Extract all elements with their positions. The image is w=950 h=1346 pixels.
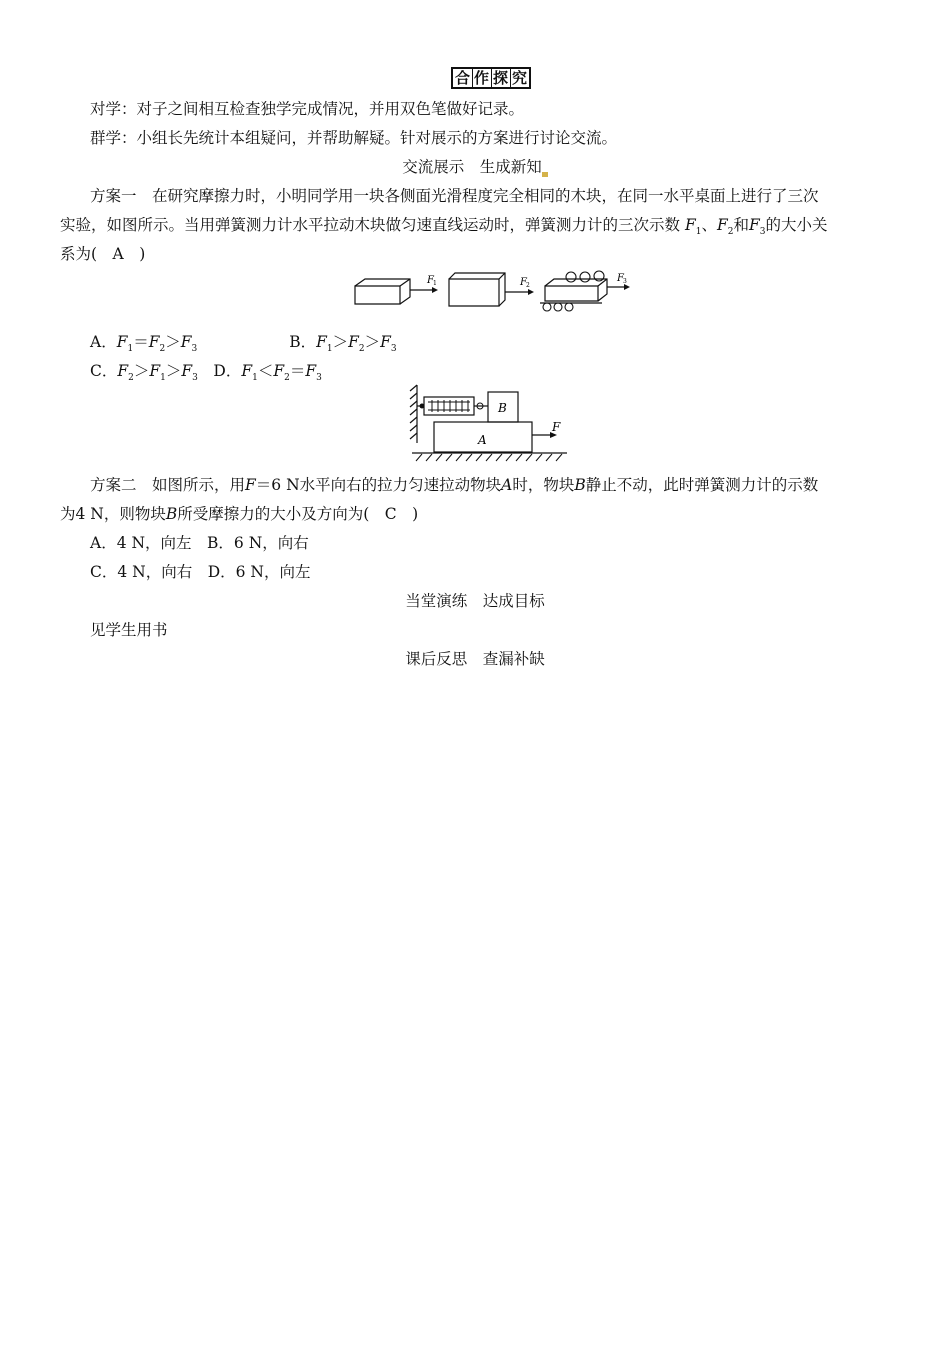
section-heading-3: 课后反思 查漏补缺 — [405, 650, 545, 668]
label-block-a: A — [478, 433, 487, 447]
title-char: 究 — [511, 69, 527, 87]
title-char: 合 — [453, 69, 473, 87]
edit-mark — [542, 172, 548, 177]
title-char: 作 — [472, 69, 492, 87]
plan2-line-2: 为4 N，则物块B所受摩擦力的大小及方向为( C ) — [60, 505, 419, 523]
label-force-f: F — [552, 420, 561, 434]
section-title-hezuo-tanjiu — [451, 67, 531, 89]
plan2-line-1: 方案二 如图所示，用F＝6 N水平向右的拉力匀速拉动物块A时，物块B静止不动，此时弹簧测力计的示数 — [90, 476, 819, 494]
figure-three-blocks — [352, 270, 637, 312]
figure-spring-scale-blocks — [402, 381, 572, 463]
label-f3: F — [617, 273, 624, 284]
plan1-line-1: 方案一 在研究摩擦力时，小明同学用一块各侧面光滑程度完全相同的木块，在同一水平桌面上进行了三次 — [90, 187, 819, 205]
plan1-options-ab: A．$F_1=F_2>F_3$ B．$F_1>F_2>F_3$ — [90, 333, 397, 355]
title-char: 探 — [491, 69, 511, 87]
section-heading-2: 当堂演练 达成目标 — [405, 592, 545, 610]
plan1-options-cd: C．$F_2>F_1>F_3$ D．$F_1<F_2=F_3$ — [90, 362, 322, 384]
svg-text:2: 2 — [526, 282, 530, 289]
dui-xue-line: 对学：对子之间相互检查独学完成情况，并用双色笔做好记录。 — [90, 100, 525, 118]
label-block-b: B — [498, 401, 507, 415]
plan2-options-cd: C．4 N，向右 D．6 N，向左 — [90, 563, 311, 581]
see-book-line: 见学生用书 — [90, 621, 168, 639]
svg-text:3: 3 — [623, 278, 627, 285]
section-heading-1: 交流展示 生成新知 — [0, 157, 950, 177]
plan2-options-ab: A．4 N，向左 B．6 N，向右 — [90, 534, 309, 552]
label-f1: F — [427, 275, 434, 286]
plan1-line-3: 系为( A ) — [60, 245, 146, 263]
label-f2: F — [520, 277, 527, 288]
plan1-line-2: 实验，如图所示。当用弹簧测力计水平拉动木块做匀速直线运动时，弹簧测力计的三次示数 $F_1$、$F_2$和$F_3$的大小关 — [60, 216, 828, 238]
svg-text:1: 1 — [433, 280, 437, 287]
qun-xue-line: 群学：小组长先统计本组疑问，并帮助解疑。针对展示的方案进行讨论交流。 — [90, 129, 618, 147]
